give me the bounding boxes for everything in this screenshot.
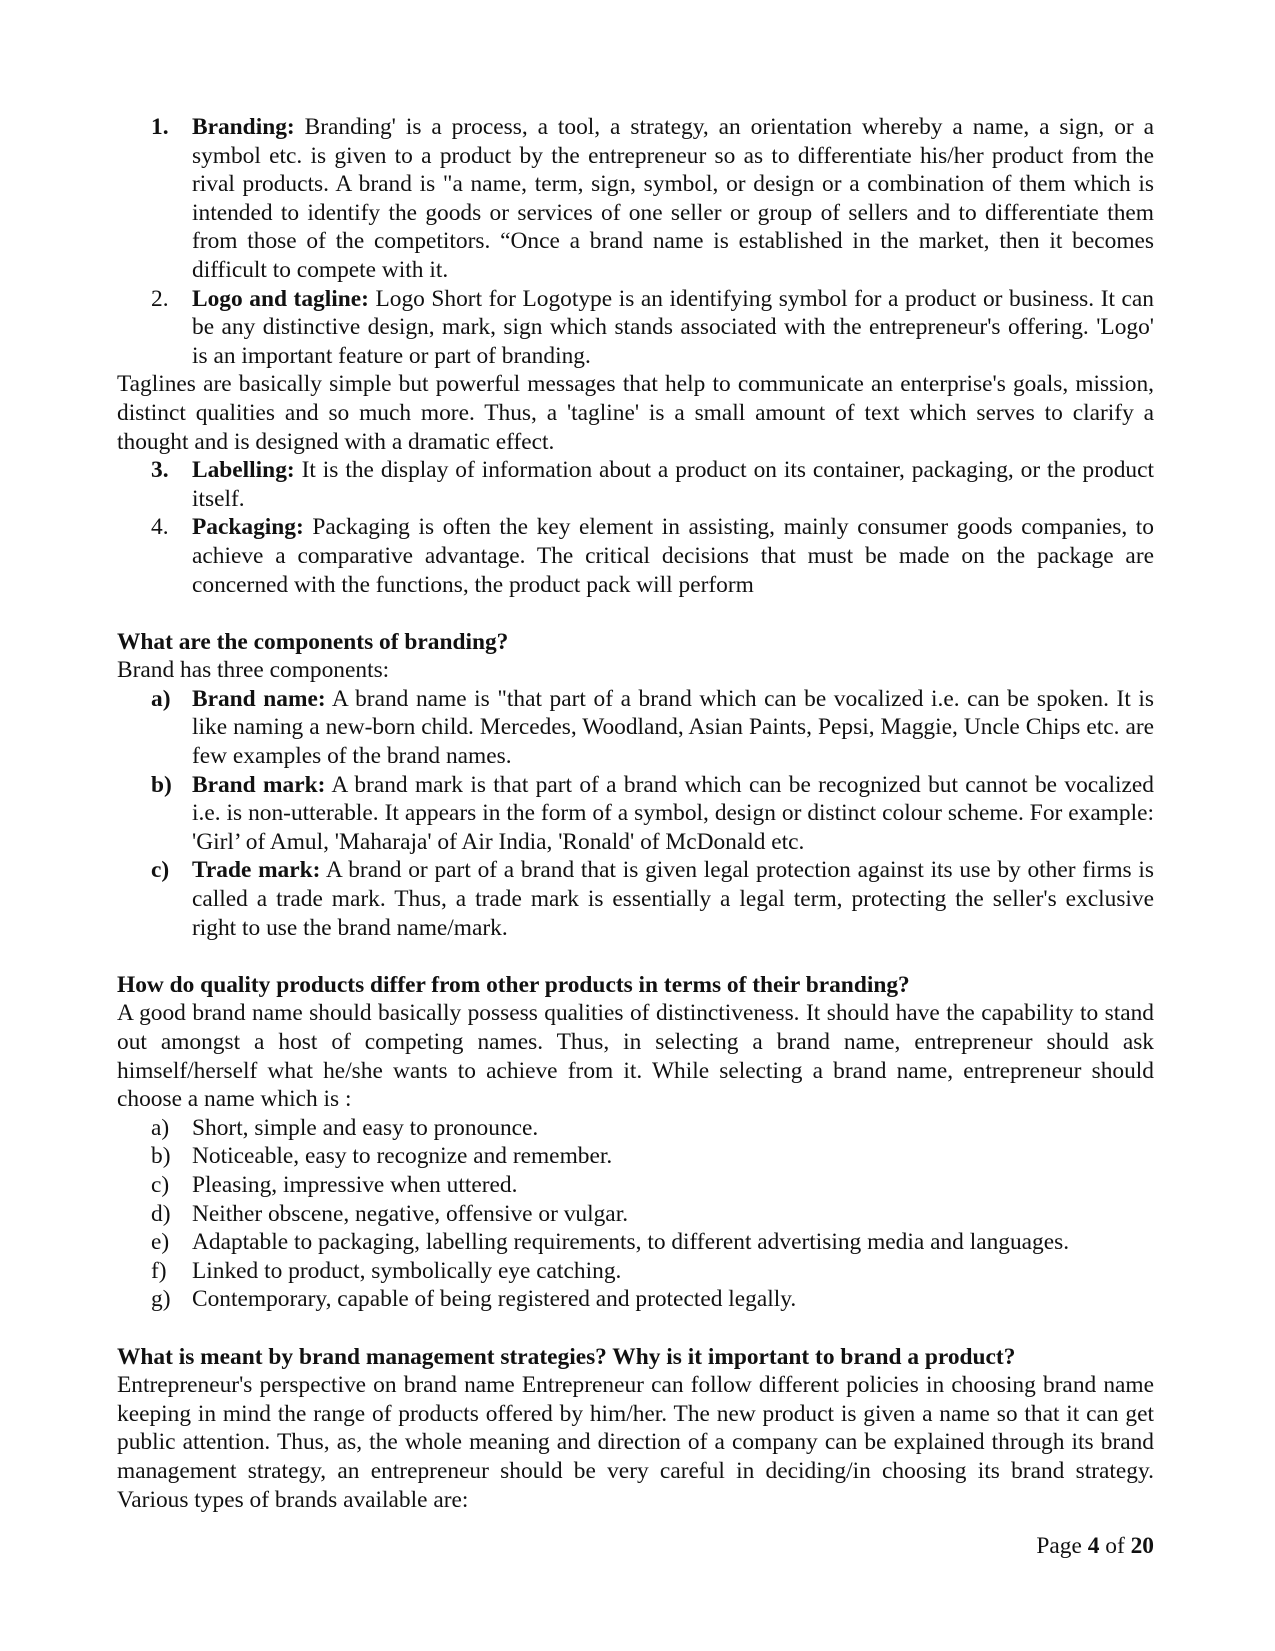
list-item	[117, 1285, 1154, 1314]
list-marker: f)	[151, 1257, 167, 1284]
section-intro: Brand has three components:	[117, 657, 390, 684]
brand-components-list	[117, 685, 1154, 942]
list-marker: c)	[151, 857, 170, 884]
list-item	[117, 456, 1154, 513]
list-item	[117, 685, 1154, 771]
item-term: Packaging:	[192, 514, 304, 541]
item-term: Brand name:	[192, 685, 326, 712]
item-term: Logo and tagline:	[192, 285, 369, 312]
branding-elements-list-continued	[117, 456, 1154, 599]
list-marker: b)	[151, 1143, 171, 1170]
list-marker: 1.	[151, 114, 169, 140]
list-marker: 2.	[151, 285, 169, 312]
taglines-paragraph: Taglines are basically simple but powerful messages that help to communicate an enterprise's goals, mission, distinct qualities and so much more. Thus, a 'tagline' is a small amount of text which serves to clarify a thought and is designed with a dramatic effect.	[117, 371, 1154, 455]
item-text: Neither obscene, negative, offensive or vulgar.	[192, 1200, 629, 1227]
item-text: A brand or part of a brand that is given legal protection against its use by other firms is called a trade mark. Thus, a trade mark is essentially a legal term, protecting the seller's exclusive right to use the brand name/mark.	[192, 857, 1154, 941]
section-intro: A good brand name should basically possess qualities of distinctiveness. It should have the capability to stand out amongst a host of competing names. Thus, in selecting a brand name, entrepreneur should ask himself/herself what he/she wants to achieve from it. While selecting a brand name, entrepreneur should choose a name which is :	[117, 1000, 1154, 1113]
page-word: Page	[1036, 1533, 1088, 1559]
section-heading: What are the components of branding?	[117, 628, 509, 655]
list-marker: e)	[151, 1229, 170, 1256]
item-text: Short, simple and easy to pronounce.	[192, 1114, 539, 1141]
list-marker: a)	[151, 1114, 170, 1141]
item-term: Labelling:	[192, 457, 295, 484]
spacer	[117, 942, 1154, 971]
item-text: It is the display of information about a product on its container, packaging, or the product itself.	[192, 457, 1154, 512]
list-item	[117, 1171, 1154, 1200]
page-content	[117, 113, 1154, 1514]
item-text: Packaging is often the key element in assisting, mainly consumer goods companies, to achieve a comparative advantage. The critical decisions that must be made on the package are concerned with the functions, the product pack will perform	[192, 514, 1154, 598]
list-marker: g)	[151, 1286, 171, 1313]
list-item	[117, 1142, 1154, 1171]
of-word: of	[1099, 1533, 1131, 1559]
list-item	[117, 1228, 1154, 1257]
section-heading: How do quality products differ from other products in terms of their branding?	[117, 971, 910, 998]
section-paragraph: Entrepreneur's perspective on brand name Entrepreneur can follow different policies in choosing brand name keeping in mind the range of products offered by him/her. The new product is given a name so that it can get public attention. Thus, as, the whole meaning and direction of a company can be explained through its brand management strategy, an entrepreneur should be very careful in deciding/in choosing its brand strategy. Various types of brands available are:	[117, 1372, 1154, 1513]
item-text: Branding' is a process, a tool, a strategy, an orientation whereby a name, a sign, or a symbol etc. is given to a product by the entrepreneur so as to differentiate his/her product from the rival products. A brand is "a name, term, sign, symbol, or design or a combination of them which is intended to identify the goods or services of one seller or group of sellers and to differentiate them from those of the competitors. “Once a brand name is established in the market, then it becomes difficult to compete with it.	[192, 114, 1154, 283]
page-number: 4	[1087, 1533, 1100, 1559]
total-pages: 20	[1130, 1533, 1154, 1559]
list-item	[117, 513, 1154, 599]
list-marker: b)	[151, 771, 172, 798]
item-term: Trade mark:	[192, 857, 321, 884]
item-text: Logo Short for Logotype is an identifying symbol for a product or business. It can be any distinctive design, mark, sign which stands associated with the entrepreneur's offering. 'Logo' is an important feature or part of branding.	[192, 285, 1155, 369]
item-text: A brand name is "that part of a brand which can be vocalized i.e. can be spoken. It is like naming a new-born child. Mercedes, Woodland, Asian Paints, Pepsi, Maggie, Uncle Chips etc. are few examples of the brand names.	[192, 685, 1154, 770]
list-marker: c)	[151, 1171, 170, 1198]
page-footer	[1020, 1532, 1154, 1561]
list-marker: d)	[151, 1200, 171, 1227]
branding-elements-list	[117, 113, 1154, 370]
list-item	[117, 856, 1154, 942]
list-item	[117, 113, 1154, 285]
section-heading: What is meant by brand management strategies? Why is it important to brand a product?	[117, 1343, 1016, 1370]
item-text: Linked to product, symbolically eye catching.	[192, 1257, 622, 1284]
list-item	[117, 285, 1154, 371]
list-marker: 3.	[151, 457, 169, 484]
item-term: Branding:	[192, 114, 295, 140]
item-text: A brand mark is that part of a brand which can be recognized but cannot be vocalized i.e. is non-utterable. It appears in the form of a symbol, design or distinct colour scheme. For example: 'Girl’ of Amul, 'Maharaja' of Air India, 'Ronald' of McDonald etc.	[192, 771, 1154, 855]
list-item	[117, 771, 1154, 857]
list-item	[117, 1114, 1154, 1143]
item-text: Pleasing, impressive when uttered.	[192, 1171, 518, 1198]
item-text: Contemporary, capable of being registered and protected legally.	[192, 1286, 797, 1313]
spacer	[117, 599, 1154, 628]
brand-name-qualities-list	[117, 1114, 1154, 1314]
item-text: Adaptable to packaging, labelling requirements, to different advertising media and languages.	[192, 1229, 1070, 1256]
spacer	[117, 1314, 1154, 1343]
list-marker: 4.	[151, 514, 169, 541]
list-item	[117, 1257, 1154, 1286]
list-marker: a)	[151, 685, 171, 712]
item-term: Brand mark:	[192, 771, 326, 798]
list-item	[117, 1200, 1154, 1229]
item-text: Noticeable, easy to recognize and remember.	[192, 1143, 613, 1170]
